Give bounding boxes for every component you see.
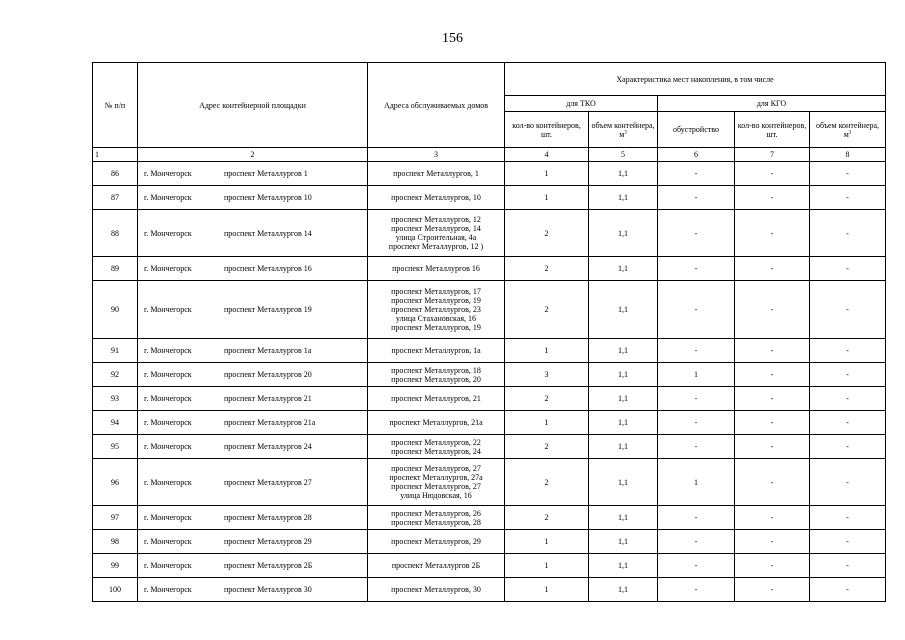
kgo-container-count: - bbox=[735, 506, 810, 530]
header-volume-kgo bbox=[810, 112, 886, 148]
site-city: г. Мончегорск bbox=[144, 370, 192, 379]
served-address-line: проспект Металлургов, 21а bbox=[389, 418, 483, 427]
site-street: проспект Металлургов 1а bbox=[224, 346, 312, 355]
header-volume-tko-label: объем контейнера, м bbox=[591, 120, 655, 139]
kgo-container-volume: - bbox=[810, 435, 886, 459]
served-address-line: проспект Металлургов, 19 bbox=[391, 323, 481, 332]
served-addresses bbox=[368, 186, 505, 210]
header-served-addresses: Адреса обслуживаемых домов bbox=[368, 63, 505, 148]
colnum-1: 1 bbox=[93, 148, 138, 162]
table-row bbox=[93, 530, 886, 554]
kgo-container-volume: - bbox=[810, 186, 886, 210]
served-addresses bbox=[368, 435, 505, 459]
kgo-container-volume: - bbox=[810, 281, 886, 339]
kgo-container-count: - bbox=[735, 257, 810, 281]
arrangement: - bbox=[658, 435, 735, 459]
table-row bbox=[93, 162, 886, 186]
site-city: г. Мончегорск bbox=[144, 394, 192, 403]
site-address bbox=[138, 186, 368, 210]
served-address-line: проспект Металлургов, 26 bbox=[391, 508, 481, 518]
site-city: г. Мончегорск bbox=[144, 477, 192, 487]
site-city: г. Мончегорск bbox=[144, 346, 192, 355]
row-number: 88 bbox=[93, 210, 138, 257]
site-city: г. Мончегорск bbox=[144, 585, 192, 594]
site-street: проспект Металлургов 29 bbox=[224, 537, 312, 546]
tko-container-volume: 1,1 bbox=[589, 210, 658, 257]
header-arrangement: обустройство bbox=[658, 112, 735, 148]
table-row bbox=[93, 506, 886, 530]
container-sites-table bbox=[92, 62, 886, 602]
kgo-container-volume: - bbox=[810, 578, 886, 602]
site-address bbox=[138, 435, 368, 459]
row-number: 92 bbox=[93, 363, 138, 387]
kgo-container-count: - bbox=[735, 339, 810, 363]
site-street: проспект Металлургов 27 bbox=[224, 477, 312, 487]
header-count-kgo: кол-во контейнеров, шт. bbox=[735, 112, 810, 148]
header-tko: для ТКО bbox=[505, 96, 658, 112]
served-addresses bbox=[368, 162, 505, 186]
site-address bbox=[138, 506, 368, 530]
served-address-line: проспект Металлургов, 28 bbox=[391, 517, 481, 527]
tko-container-volume: 1,1 bbox=[589, 281, 658, 339]
site-address bbox=[138, 281, 368, 339]
arrangement: - bbox=[658, 578, 735, 602]
row-number: 94 bbox=[93, 411, 138, 435]
served-address-line: проспект Металлургов, 20 bbox=[391, 374, 481, 384]
served-addresses bbox=[368, 411, 505, 435]
served-address-line: улица Нюдовская, 16 bbox=[400, 491, 472, 500]
row-number: 99 bbox=[93, 554, 138, 578]
tko-container-count: 2 bbox=[505, 257, 589, 281]
colnum-6: 6 bbox=[658, 148, 735, 162]
arrangement: - bbox=[658, 387, 735, 411]
arrangement: - bbox=[658, 530, 735, 554]
kgo-container-volume: - bbox=[810, 363, 886, 387]
site-street: проспект Металлургов 21а bbox=[224, 418, 316, 427]
tko-container-volume: 1,1 bbox=[589, 459, 658, 506]
kgo-container-volume: - bbox=[810, 530, 886, 554]
tko-container-volume: 1,1 bbox=[589, 578, 658, 602]
table-row bbox=[93, 387, 886, 411]
colnum-2: 2 bbox=[138, 148, 368, 162]
kgo-container-count: - bbox=[735, 435, 810, 459]
served-address-line: проспект Металлургов, 22 bbox=[391, 437, 481, 447]
table-row bbox=[93, 281, 886, 339]
row-number: 89 bbox=[93, 257, 138, 281]
tko-container-volume: 1,1 bbox=[589, 411, 658, 435]
kgo-container-count: - bbox=[735, 578, 810, 602]
kgo-container-count: - bbox=[735, 554, 810, 578]
table-row bbox=[93, 363, 886, 387]
row-number: 90 bbox=[93, 281, 138, 339]
tko-container-count: 3 bbox=[505, 363, 589, 387]
kgo-container-count: - bbox=[735, 530, 810, 554]
tko-container-volume: 1,1 bbox=[589, 506, 658, 530]
arrangement: - bbox=[658, 210, 735, 257]
kgo-container-count: - bbox=[735, 363, 810, 387]
served-address-line: проспект Металлургов, 23 bbox=[391, 305, 481, 314]
tko-container-volume: 1,1 bbox=[589, 186, 658, 210]
kgo-container-volume: - bbox=[810, 210, 886, 257]
tko-container-count: 1 bbox=[505, 339, 589, 363]
table-header bbox=[93, 63, 886, 162]
site-city: г. Мончегорск bbox=[144, 537, 192, 546]
kgo-container-count: - bbox=[735, 186, 810, 210]
row-number: 91 bbox=[93, 339, 138, 363]
served-address-line: проспект Металлургов, 19 bbox=[391, 296, 481, 305]
arrangement: - bbox=[658, 162, 735, 186]
site-address bbox=[138, 339, 368, 363]
table-row bbox=[93, 210, 886, 257]
site-street: проспект Металлургов 1 bbox=[224, 169, 308, 178]
served-addresses bbox=[368, 363, 505, 387]
kgo-container-count: - bbox=[735, 210, 810, 257]
site-street: проспект Металлургов 20 bbox=[224, 370, 312, 379]
tko-container-count: 1 bbox=[505, 162, 589, 186]
header-num: № п/п bbox=[93, 63, 138, 148]
served-address-line: проспект Металлургов, 14 bbox=[391, 224, 481, 233]
tko-container-count: 1 bbox=[505, 530, 589, 554]
kgo-container-volume: - bbox=[810, 554, 886, 578]
served-addresses bbox=[368, 257, 505, 281]
arrangement: - bbox=[658, 186, 735, 210]
served-addresses bbox=[368, 530, 505, 554]
tko-container-count: 1 bbox=[505, 554, 589, 578]
served-address-line: проспект Металлургов, 18 bbox=[391, 365, 481, 375]
site-address bbox=[138, 411, 368, 435]
arrangement: - bbox=[658, 257, 735, 281]
row-number: 96 bbox=[93, 459, 138, 506]
site-address bbox=[138, 459, 368, 506]
kgo-container-volume: - bbox=[810, 411, 886, 435]
tko-container-volume: 1,1 bbox=[589, 554, 658, 578]
tko-container-volume: 1,1 bbox=[589, 387, 658, 411]
header-volume-tko bbox=[589, 112, 658, 148]
served-address-line: улица Стахановская, 16 bbox=[395, 314, 477, 323]
kgo-container-volume: - bbox=[810, 162, 886, 186]
served-address-line: проспект Металлургов, 27 bbox=[391, 464, 481, 473]
served-address-line: улица Строительная, 4а bbox=[395, 233, 477, 242]
tko-container-volume: 1,1 bbox=[589, 162, 658, 186]
served-address-line: проспект Металлургов, 1 bbox=[393, 169, 479, 178]
site-address bbox=[138, 578, 368, 602]
tko-container-count: 2 bbox=[505, 210, 589, 257]
served-address-line: проспект Металлургов, 12 ) bbox=[388, 242, 484, 251]
tko-container-count: 1 bbox=[505, 186, 589, 210]
site-address bbox=[138, 387, 368, 411]
kgo-container-volume: - bbox=[810, 459, 886, 506]
site-address bbox=[138, 210, 368, 257]
arrangement: - bbox=[658, 554, 735, 578]
site-city: г. Мончегорск bbox=[144, 561, 192, 570]
site-city: г. Мончегорск bbox=[144, 169, 192, 178]
site-city: г. Мончегорск bbox=[144, 264, 192, 273]
colnum-8: 8 bbox=[810, 148, 886, 162]
row-number: 86 bbox=[93, 162, 138, 186]
tko-container-count: 2 bbox=[505, 459, 589, 506]
tko-container-count: 2 bbox=[505, 281, 589, 339]
kgo-container-count: - bbox=[735, 387, 810, 411]
header-kgo: для КГО bbox=[658, 96, 886, 112]
unit-superscript: 3 bbox=[624, 129, 627, 135]
arrangement: 1 bbox=[658, 459, 735, 506]
kgo-container-count: - bbox=[735, 411, 810, 435]
site-address bbox=[138, 162, 368, 186]
site-street: проспект Металлургов 28 bbox=[224, 513, 312, 522]
table-row bbox=[93, 578, 886, 602]
served-address-line: проспект Металлургов, 21 bbox=[391, 394, 481, 403]
site-street: проспект Металлургов 19 bbox=[224, 305, 312, 314]
table-body bbox=[93, 162, 886, 602]
tko-container-volume: 1,1 bbox=[589, 257, 658, 281]
kgo-container-volume: - bbox=[810, 387, 886, 411]
table-row bbox=[93, 257, 886, 281]
served-address-line: проспект Металлургов, 29 bbox=[391, 537, 481, 546]
site-address bbox=[138, 530, 368, 554]
served-address-line: проспект Металлургов, 27а bbox=[389, 473, 483, 482]
site-city: г. Мончегорск bbox=[144, 418, 192, 427]
served-address-line: проспект Металлургов, 27 bbox=[391, 482, 481, 491]
kgo-container-volume: - bbox=[810, 339, 886, 363]
served-addresses bbox=[368, 459, 505, 506]
row-number: 87 bbox=[93, 186, 138, 210]
arrangement: - bbox=[658, 339, 735, 363]
header-characteristics: Характеристика мест накопления, в том числе bbox=[505, 63, 886, 96]
site-street: проспект Металлургов 2Б bbox=[224, 561, 313, 570]
table-row bbox=[93, 411, 886, 435]
site-city: г. Мончегорск bbox=[144, 193, 192, 202]
unit-superscript: 3 bbox=[848, 129, 852, 135]
column-number-row bbox=[93, 148, 886, 162]
site-street: проспект Металлургов 14 bbox=[224, 228, 312, 238]
served-address-line: проспект Металлургов 16 bbox=[392, 264, 480, 273]
page-number: 156 bbox=[442, 31, 463, 46]
table-row bbox=[93, 186, 886, 210]
site-address bbox=[138, 363, 368, 387]
tko-container-volume: 1,1 bbox=[589, 363, 658, 387]
header-volume-kgo-label: объем контейнера, м bbox=[815, 120, 880, 139]
kgo-container-volume: - bbox=[810, 506, 886, 530]
row-number: 100 bbox=[93, 578, 138, 602]
served-addresses bbox=[368, 554, 505, 578]
served-addresses bbox=[368, 281, 505, 339]
colnum-5: 5 bbox=[589, 148, 658, 162]
site-city: г. Мончегорск bbox=[144, 442, 192, 451]
table-row bbox=[93, 554, 886, 578]
kgo-container-count: - bbox=[735, 281, 810, 339]
served-addresses bbox=[368, 210, 505, 257]
tko-container-count: 2 bbox=[505, 506, 589, 530]
row-number: 93 bbox=[93, 387, 138, 411]
served-address-line: проспект Металлургов, 10 bbox=[391, 193, 481, 202]
tko-container-count: 2 bbox=[505, 387, 589, 411]
served-address-line: проспект Металлургов, 24 bbox=[391, 446, 481, 456]
site-city: г. Мончегорск bbox=[144, 513, 192, 522]
site-street: проспект Металлургов 21 bbox=[224, 394, 312, 403]
arrangement: - bbox=[658, 506, 735, 530]
served-addresses bbox=[368, 339, 505, 363]
colnum-4: 4 bbox=[505, 148, 589, 162]
site-street: проспект Металлургов 30 bbox=[224, 585, 312, 594]
colnum-7: 7 bbox=[735, 148, 810, 162]
tko-container-volume: 1,1 bbox=[589, 435, 658, 459]
kgo-container-volume: - bbox=[810, 257, 886, 281]
site-street: проспект Металлургов 16 bbox=[224, 264, 312, 273]
row-number: 98 bbox=[93, 530, 138, 554]
tko-container-count: 1 bbox=[505, 411, 589, 435]
table-row bbox=[93, 459, 886, 506]
site-city: г. Мончегорск bbox=[144, 305, 192, 314]
served-address-line: проспект Металлургов, 17 bbox=[391, 287, 481, 296]
colnum-3: 3 bbox=[368, 148, 505, 162]
header-count-tko: кол-во контейнеров, шт. bbox=[505, 112, 589, 148]
served-address-line: проспект Металлургов 2Б bbox=[391, 561, 481, 570]
arrangement: 1 bbox=[658, 363, 735, 387]
tko-container-count: 1 bbox=[505, 578, 589, 602]
site-street: проспект Металлургов 24 bbox=[224, 442, 312, 451]
arrangement: - bbox=[658, 281, 735, 339]
tko-container-volume: 1,1 bbox=[589, 339, 658, 363]
served-addresses bbox=[368, 578, 505, 602]
table-row bbox=[93, 339, 886, 363]
served-address-line: проспект Металлургов, 30 bbox=[391, 585, 481, 594]
served-addresses bbox=[368, 506, 505, 530]
header-site-address: Адрес контейнерной площадки bbox=[138, 63, 368, 148]
served-address-line: проспект Металлургов, 1а bbox=[391, 346, 481, 355]
kgo-container-count: - bbox=[735, 459, 810, 506]
row-number: 97 bbox=[93, 506, 138, 530]
site-city: г. Мончегорск bbox=[144, 228, 192, 238]
site-address bbox=[138, 257, 368, 281]
row-number: 95 bbox=[93, 435, 138, 459]
served-address-line: проспект Металлургов, 12 bbox=[391, 215, 481, 224]
site-street: проспект Металлургов 10 bbox=[224, 193, 312, 202]
served-addresses bbox=[368, 387, 505, 411]
arrangement: - bbox=[658, 411, 735, 435]
tko-container-count: 2 bbox=[505, 435, 589, 459]
tko-container-volume: 1,1 bbox=[589, 530, 658, 554]
site-address bbox=[138, 554, 368, 578]
table-row bbox=[93, 435, 886, 459]
kgo-container-count: - bbox=[735, 162, 810, 186]
